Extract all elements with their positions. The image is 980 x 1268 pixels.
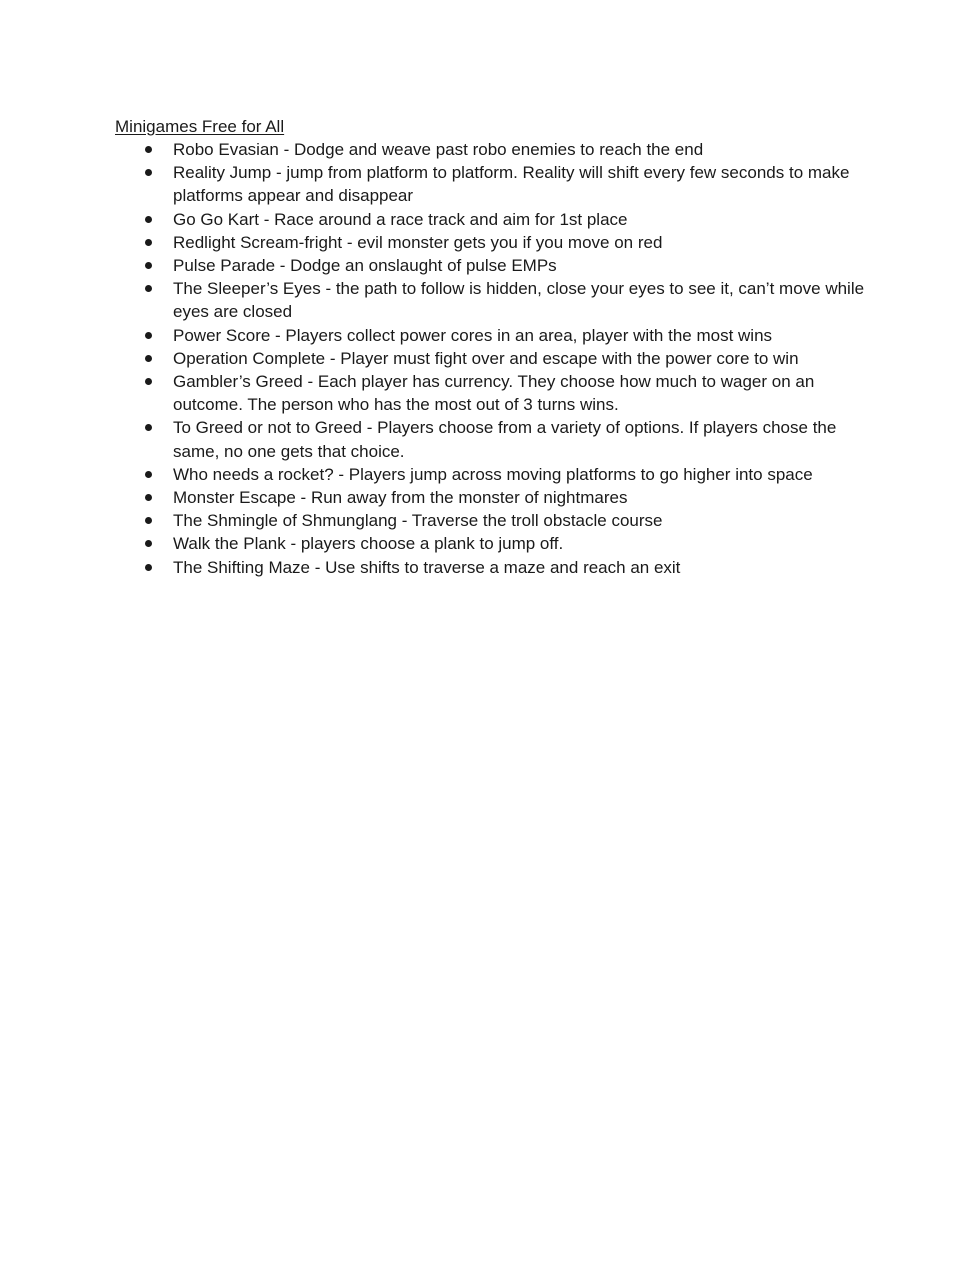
list-item-text: Redlight Scream-fright - evil monster gets you if you move on red [173,232,663,252]
list-item [115,138,875,161]
bullet-icon [145,169,152,176]
list-item [115,532,875,555]
list-item-text: The Shmingle of Shmunglang - Traverse the troll obstacle course [173,511,663,531]
document-content [115,115,875,579]
list-item-text: Go Go Kart - Race around a race track and aim for 1st place [173,209,628,229]
list-item [115,509,875,532]
bullet-icon [145,517,152,524]
bullet-icon [145,471,152,478]
list-item [115,347,875,370]
bullet-icon [145,540,152,547]
list-item-text: Who needs a rocket? - Players jump across moving platforms to go higher into space [173,464,813,484]
bullet-icon [145,378,152,385]
bullet-icon [145,355,152,362]
bullet-icon [145,262,152,269]
minigame-list [115,138,875,579]
list-item-text: Power Score - Players collect power cores in an area, player with the most wins [173,325,773,345]
bullet-icon [145,146,152,153]
list-item [115,231,875,254]
bullet-icon [145,494,152,501]
list-item [115,556,875,579]
list-item [115,486,875,509]
list-item [115,254,875,277]
list-item-text: To Greed or not to Greed - Players choose from a variety of options. If players chose the same, no one gets that choice. [173,418,837,461]
list-item-text: Reality Jump - jump from platform to platform. Reality will shift every few seconds to make platforms appear and disappear [173,163,850,206]
list-item-text: The Sleeper’s Eyes - the path to follow is hidden, close your eyes to see it, can’t move while eyes are closed [173,279,865,322]
list-item [115,324,875,347]
list-item [115,277,875,323]
bullet-icon [145,216,152,223]
list-item-text: Monster Escape - Run away from the monster of nightmares [173,488,628,508]
list-item [115,416,875,462]
list-item [115,463,875,486]
bullet-icon [145,285,152,292]
list-item-text: Robo Evasian - Dodge and weave past robo enemies to reach the end [173,140,704,159]
list-item-text: Pulse Parade - Dodge an onslaught of pulse EMPs [173,256,557,276]
list-item [115,370,875,416]
list-item [115,208,875,231]
list-item-text: Walk the Plank - players choose a plank to jump off. [173,534,564,554]
list-item [115,161,875,207]
bullet-icon [145,424,152,431]
bullet-icon [145,332,152,339]
bullet-icon [145,239,152,246]
list-item-text: The Shifting Maze - Use shifts to traverse a maze and reach an exit [173,557,681,577]
list-item-text: Gambler’s Greed - Each player has currency. They choose how much to wager on an outcome. The person who has the most out of 3 turns wins. [173,372,815,415]
document-heading: Minigames Free for All [115,117,285,136]
list-item-text: Operation Complete - Player must fight over and escape with the power core to win [173,348,799,368]
bullet-icon [145,564,152,571]
